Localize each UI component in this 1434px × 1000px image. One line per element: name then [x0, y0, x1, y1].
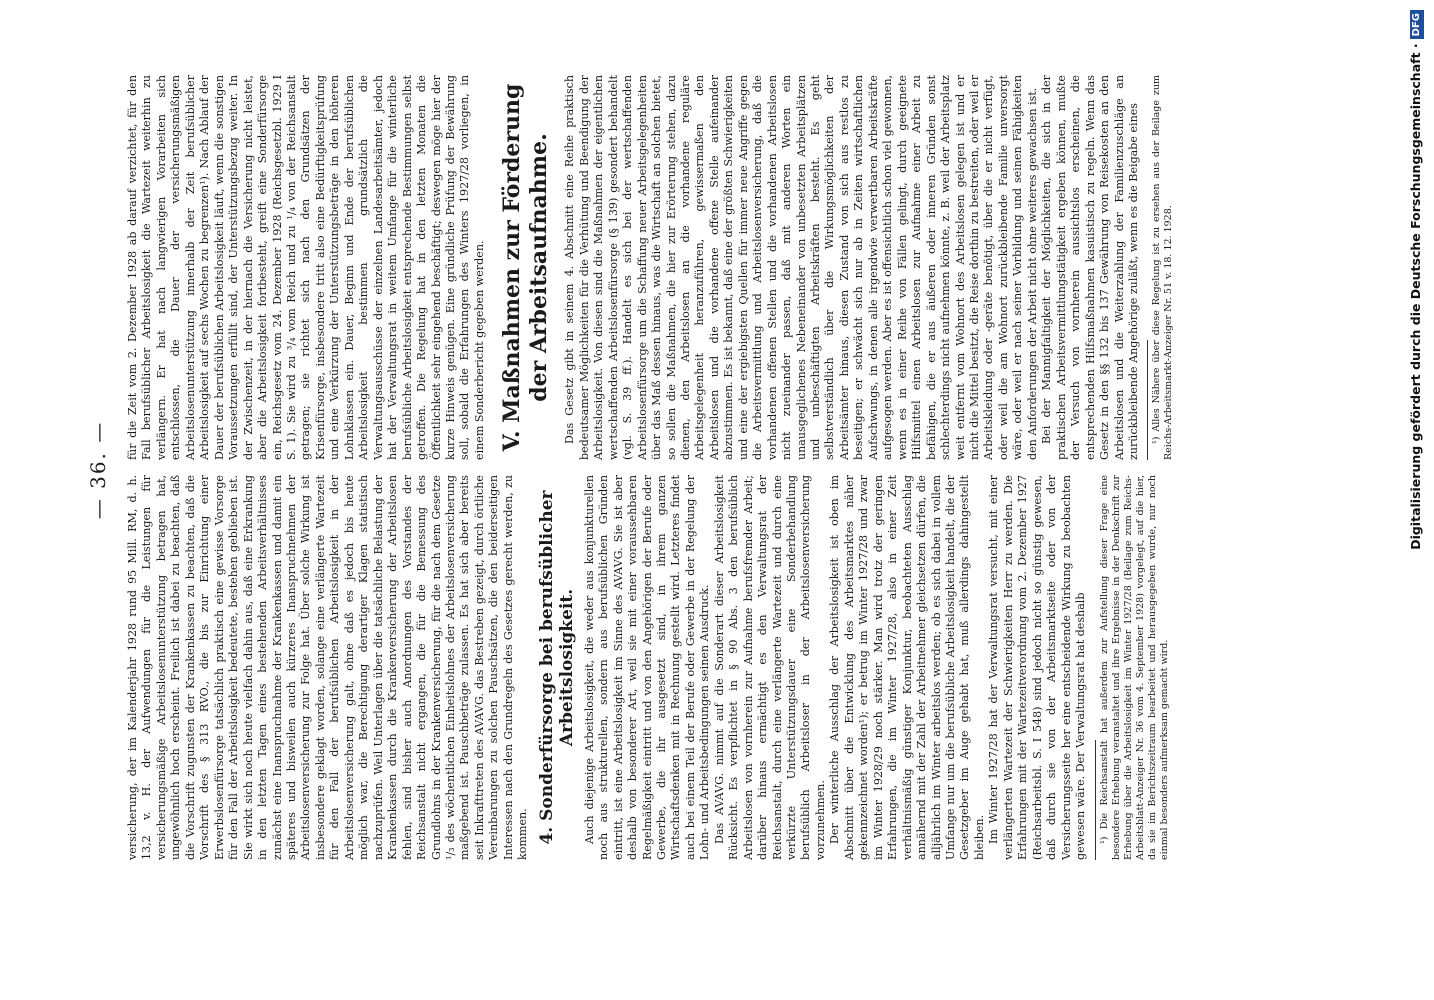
footnote-rule [1147, 340, 1148, 460]
footnote: ¹) Die Reichsanstalt hat außerdem zur Aufstellung dieser Frage eine besondere Erhebung veranstaltet und ihre Ergebnisse in der Denkschrift zur Erhebung über die Arbeitslosigkeit im Winter 1927/28 (Beilage zum Reichs-Arbeitsblatt-Anzeiger Nr. 36 vom 4. September 1928) vorgelegt, auf die hier, da sie im Berichtszeitraum bearbeitet und herausgegeben wurde, nur noch einmal besonders aufmerksam gemacht wird. [1098, 475, 1170, 860]
paragraph: Im Winter 1927/28 hat der Verwaltungsrat versucht, mit einer verlängerten Wartezeit der Schwierigkeiten Herr zu werden. Die Erfahrungen mit der Wartezeitverordnung vom 2. Dezember 1927 (Reichsarbeitsbl. S. I 548) sind jedoch nicht so günstig gewesen, daß durch sie von der Arbeitsmarktseite oder von der Versicherungsseite her eine entscheidende Wirkung zu beobachten gewesen wäre. Der Verwaltungsrat hat deshalb [987, 475, 1088, 860]
paragraph: Bei der Mannigfaltigkeit der Möglichkeiten, die sich in der praktischen Arbeitsvermittlungstätigkeit ergeben können, mußte der Versuch von vornherein aussichtslos erscheinen, die entsprechenden Hilfsmaßnahmen kasuistisch zu regeln. Wenn das Gesetz in den §§ 132 bis 137 Gewährung von Reisekosten an den Arbeitslosen und die Weiterzahlung der Familienzuschläge an zurückbleibende Angehörige zuläßt, wenn es die Beigabe eines [1040, 75, 1140, 460]
credit-text: Digitalisierung gefördert durch die Deutsche Forschungsgemeinschaft · [1408, 43, 1423, 550]
footnote: ¹) Alles Nähere über diese Regelung ist zu ersehen aus der Beilage zum Reichs-Arbeitsmarkt-Anzeiger Nr. 51 v. 18. 12. 1928. [1151, 75, 1175, 460]
left-column [126, 475, 1171, 860]
paragraph: Das AVAVG. nimmt auf die Sonderart dieser Arbeitslosigkeit Rücksicht. Es verpflichtet in § 90 Abs. 3 den berufsüblich Arbeitslosen von vornherein zur Aufnahme berufsfremder Arbeit; darüber hinaus ermächtigt es den Verwaltungsrat der Reichsanstalt, durch eine verlängerte Wartezeit und durch eine verkürzte Unterstützungsdauer eine Sonderbehandlung berufsüblich Arbeitsloser in der Arbeitslosenversicherung vorzunehmen. [712, 475, 827, 860]
paragraph: für die Zeit vom 2. Dezember 1928 ab darauf verzichtet, für den Fall berufsüblicher Arbeitslosigkeit die Wartezeit weiterhin zu verlängern. Er hat nach langwierigen Vorarbeiten sich entschlossen, die Dauer der versicherungsmäßigen Arbeitslosenunterstützung innerhalb der Zeit berufsüblicher Arbeitslosigkeit auf sechs Wochen zu begrenzen¹). Nach Ablauf der Dauer der berufsüblichen Arbeitslosigkeit läuft, wenn die sonstigen Voraussetzungen erfüllt sind, der Unterstützungsbezug weiter. In der Zwischenzeit, in der hiernach die Versicherung nicht leistet, aber die Arbeitslosigkeit fortbesteht, greift eine Sonderfürsorge ein, Reichsgesetz vom 24. Dezember 1928 (Reichsgesetzbl. 1929 I S. 1). Sie wird zu ³/₄ vom Reich und zu ¹/₄ von der Reichsanstalt getragen; sie richtet sich nach den Grundsätzen der Krisenfürsorge, insbesondere tritt also eine Bedürftigkeitsprüfung und eine Verkürzung der Unterstützungsbeträge in den höheren Lohnklassen ein. Dauer, Beginn und Ende der berufsüblichen Arbeitslosigkeit bestimmen grundsätzlich die Verwaltungsausschüsse der einzelnen Landesarbeitsämter, jedoch hat der Verwaltungsrat in weitem Umfange für die winterliche berufsübliche Arbeitslosigkeit entsprechende Bestimmungen selbst getroffen. Die Regelung hat in den letzten Monaten die Öffentlichkeit sehr eingehend beschäftigt; deswegen möge hier der kurze Hinweis genügen. Eine gründliche Prüfung der Bewährung soll, sobald die Erfahrungen des Winters 1927/28 vorliegen, in einem Sonderbericht gegeben werden. [126, 75, 486, 460]
paragraph: versicherung, der im Kalenderjahr 1928 rund 95 Mill. RM, d. h. 13,2 v. H. der Aufwendungen für die Leistungen für versicherungsmäßige Arbeitslosenunterstützung betragen hat, ungewöhnlich hoch erscheint. Freilich ist dabei zu beachten, daß die Vorschrift zugunsten der Krankenkassen zu beachten, daß die Vorschrift des § 313 RVO., die bis zur Einrichtung einer Erwerbslosenfürsorge tatsächlich praktisch eine gewisse Vorsorge für den Fall der Arbeitslosigkeit bedeutete, bestehen geblieben ist. Sie wirkt sich noch heute vielfach dahin aus, daß eine Erkrankung in den letzten Tagen eines bestehenden Arbeitsverhältnisses zunächst eine Inanspruchnahme der Krankenkassen und damit ein späteres und bisweilen auch kürzeres Inanspruchnehmen der Arbeitslosenversicherung zur Folge hat. Über solche Wirkung ist insbesondere geklagt worden, solange eine verlängerte Wartezeit für den Fall der berufsüblichen Arbeitslosigkeit in der Arbeitslosenversicherung galt, ohne daß es jedoch bis heute möglich war, die Berechtigung derartiger Klagen statistisch nachzuprüfen. Weil Unterlagen über die tatsächliche Belastung der Krankenkassen durch die Krankenversicherung der Arbeitslosen fehlen, sind bisher auch Anordnungen des Vorstandes der Reichsanstalt nicht ergangen, die für die Bemessung des Grundlohns in der Krankenversicherung, für die nach dem Gesetze ¹/₃ des wöchentlichen Einheitslohnes der Arbeitslosenversicherung maßgebend ist. Pauschbeträge zulassen. Es hat sich aber bereits seit Inkrafttreten des AVAVG. das Bestreben gezeigt, durch örtliche Vereinbarungen zu solchen Pauschsätzen, die den beiderseitigen Interessen nach den Grundregeln des Gesetzes gerecht werden, zu kommen. [126, 475, 530, 860]
paragraph: Auch diejenige Arbeitslosigkeit, die weder aus konjunkturellen noch aus strukturellen, sondern aus berufsüblichen Gründen eintritt, ist eine Arbeitslosigkeit im Sinne des AVAVG. Sie ist aber deshalb von besonderer Art, weil sie mit einer voraussehbaren Regelmäßigkeit eintritt und von den Angehörigen der Berufe oder Gewerbe, die ihr ausgesetzt sind, in ihrem ganzen Wirtschaftsdenken mit in Rechnung gestellt wird. Letzteres findet auch bei einem Teil der Berufe oder Gewerbe in der Regelung der Lohn- und Arbeitsbedingungen seinen Ausdruck. [582, 475, 712, 860]
right-column [126, 75, 1175, 460]
digitization-credit [1408, 10, 1424, 990]
dfg-logo: DFG [1410, 10, 1424, 39]
paragraph: Das Gesetz gibt in seinem 4. Abschnitt eine Reihe praktisch bedeutsamer Möglichkeiten für die Verhütung und Beendigung der Arbeitslosigkeit. Von diesen sind die Maßnahmen der eigentlichen wertschaffenden Arbeitslosenfürsorge (§ 139) gesondert behandelt (vgl. S. 39 ff.). Handelt es sich bei der wertschaffenden Arbeitslosenfürsorge um die Schaffung neuer Arbeitsgelegenheiten über das Maß dessen hinaus, was die Wirtschaft an solchen bietet, so sollen die Maßnahmen, die hier zur Erörterung stehen, dazu dienen, den Arbeitslosen an die vorhandene reguläre Arbeitsgelegenheit heranzuführen, gewissermaßen den Arbeitslosen und die vorhandene offene Stelle aufeinander abzustimmen. Es ist bekannt, daß eine der größten Schwierigkeiten und eine der ergiebigsten Quellen für immer neue Angriffe gegen die Arbeitsvermittlung und Arbeitslosenversicherung, daß die vorhandenen offenen Stellen und die vorhandenen Arbeitslosen nicht zueinander passen, daß mit anderen Worten ein unausgeglichenes Nebeneinander von unbesetzten Arbeitsplätzen und unbeschäftigten Arbeitskräften besteht. Es geht selbstverständlich über die Wirkungsmöglichkeiten der Arbeitsämter hinaus, diesen Zustand von sich aus restlos zu beseitigen; er schwächt sich nur ab in Zeiten wirtschaftlichen Aufschwungs, in denen alle irgendwie verwertbaren Arbeitskräfte aufgesogen werden. Aber es ist offensichtlich schon viel gewonnen, wenn es in einer Reihe von Fällen gelingt, durch geeignete Hilfsmittel einen Arbeitslosen zur Aufnahme einer Arbeit zu befähigen, die er aus äußeren oder inneren Gründen sonst schlechterdings nicht aufnehmen könnte, z. B. weil der Arbeitsplatz weit entfernt vom Wohnort des Arbeitslosen gelegen ist und er nicht die Mittel besitzt, die Reise dorthin zu bestreiten, oder weil er Arbeitskleidung oder -geräte benötigt, über die er nicht verfügt, oder weil die am Wohnort zurückbleibende Familie unversorgt wäre, oder weil er nach seiner Vorbildung und seinen Fähigkeiten den Anforderungen der Arbeit nicht ohne weiteres gewachsen ist. [563, 75, 1039, 460]
chapter-heading: V. Maßnahmen zur Förderung der Arbeitsaufnahme. [499, 83, 553, 452]
paragraph: Der winterliche Ausschlag der Arbeitslosigkeit ist oben im Abschnitt über die Entwicklung des Arbeitsmarktes näher gekennzeichnet worden¹); er betrug im Winter 1927/28 und zwar im Winter 1928/29 noch stärker. Man wird trotz der geringen Erfahrungen, die im Winter 1927/28, also in einer Zeit verhältnismäßig günstiger Konjunktur, beobachteten Ausschlag annähernd mit der Zahl der Arbeitnehmer gleichsetzen dürfen, die alljährlich im Winter arbeitslos werden; ob es sich dabei in vollem Umfange nur um die berufsübliche Arbeitslosigkeit handelt, die der Gesetzgeber im Auge gehabt hat, muß allerdings dahingestellt bleiben. [828, 475, 986, 860]
section-heading: 4. Sonderfürsorge bei berufsüblicher Arbeitslosigkeit. [536, 490, 577, 845]
footnote-rule [1095, 740, 1096, 860]
digitization-sidebar [1398, 0, 1434, 1000]
page-number: — 36. — [86, 420, 110, 520]
scanned-page [78, 60, 1358, 880]
